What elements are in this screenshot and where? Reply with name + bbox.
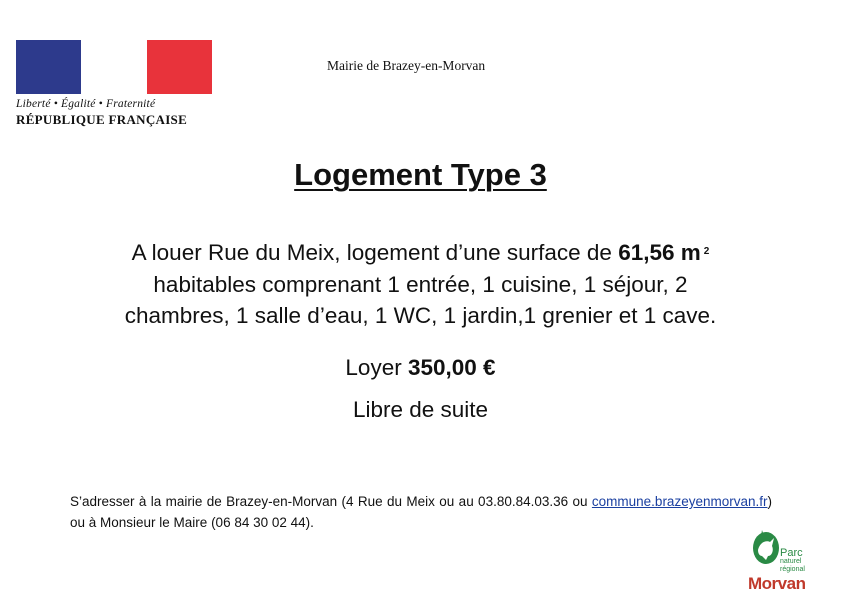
motto: Liberté • Égalité • Fraternité: [16, 98, 156, 110]
republique-francaise-label: RÉPUBLIQUE FRANÇAISE: [16, 112, 188, 127]
parc-line2: naturel: [780, 558, 802, 565]
description: [60, 236, 781, 332]
tricolor-flag: [16, 40, 212, 94]
marianne-icon: [86, 40, 156, 94]
parc-line3: régional: [780, 566, 805, 573]
website-link[interactable]: commune.brazeyenmorvan.fr: [591, 494, 768, 509]
republique-francaise-logo: [16, 40, 216, 128]
rent-amount: 350,00 €: [407, 355, 496, 380]
description-line2: habitables comprenant 1 entrée, 1 cuisine,: [153, 271, 578, 297]
surface-value: 61,56 m: [618, 240, 701, 265]
sejour-count: 1: [583, 271, 597, 297]
parc-name: Morvan: [748, 574, 806, 593]
surface-exponent: 2: [703, 246, 710, 257]
parc-text: [780, 548, 805, 574]
description-line2b: séjour, 2: [602, 271, 688, 297]
availability: Libre de suite: [352, 397, 489, 422]
contact-info: [70, 491, 772, 533]
mairie-name: Mairie de Brazey-en-Morvan: [327, 58, 486, 73]
contact-text-2: ) ou à Monsieur le Maire (06 84 30 02 44).: [70, 494, 772, 530]
rent-label: Loyer: [345, 355, 402, 380]
parc-line1: Parc: [780, 547, 803, 559]
description-line1: A louer Rue du Meix, logement d’une surface de: [131, 240, 612, 265]
rent: [0, 355, 841, 381]
page-title: Logement Type 3: [294, 157, 547, 192]
description-line3: chambres, 1 salle d’eau, 1 WC, 1 jardin,1 grenier et 1 cave.: [124, 303, 717, 328]
contact-text-1: S’adresser à la mairie de Brazey-en-Morvan (4 Rue du Meix ou au 03.80.84.03.36 ou: [70, 494, 588, 509]
